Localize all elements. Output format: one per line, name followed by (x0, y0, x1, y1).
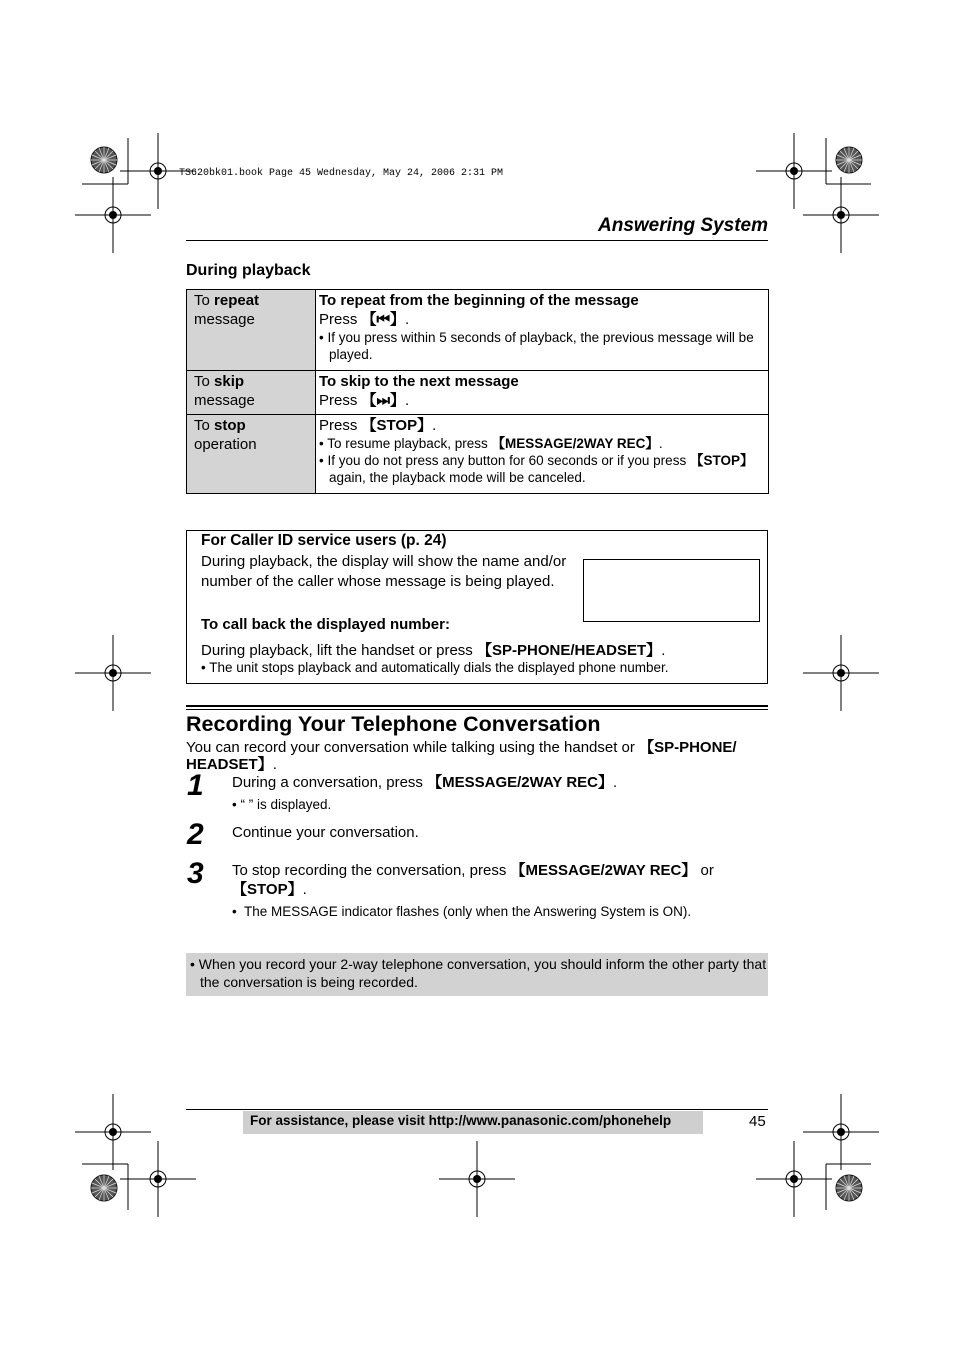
list-item: • “ ” is displayed. (232, 797, 332, 812)
step-text: Continue your conversation. (232, 824, 419, 841)
skip-back-key: 【⏮】 (361, 311, 406, 328)
list-item: • If you press within 5 seconds of playback, the previous message will be played. (319, 330, 754, 362)
step-text: To stop recording the conversation, press 【MESSAGE/2WAY REC】 or 【STOP】. (232, 862, 714, 898)
stop-key: 【STOP】 (689, 453, 754, 468)
playback-operations-table (186, 289, 769, 494)
message-2way-rec-key: 【MESSAGE/2WAY REC】 (491, 436, 659, 451)
row-content: To repeat from the beginning of the message Press 【⏮】. • If you press within 5 seconds of playback, the previous message will be played. (316, 290, 769, 371)
note-text: • When you record your 2-way telephone conversation, you should inform the other party that the conversation is being recorded. (190, 956, 767, 990)
row-title: To skip to the next message (319, 373, 519, 390)
sp-phone-headset-key: 【SP-PHONE/ HEADSET】 (186, 739, 737, 773)
step-number: 1 (187, 769, 204, 802)
skip-forward-key: 【⏭】 (361, 392, 406, 409)
row-label: To stop operation (187, 415, 316, 494)
stop-key: 【STOP】 (361, 417, 433, 434)
table-row (187, 290, 769, 371)
callback-instruction: During playback, lift the handset or press 【SP-PHONE/HEADSET】. (201, 642, 666, 659)
title-rule (186, 709, 768, 710)
caller-id-title: For Caller ID service users (p. 24) (201, 532, 447, 549)
stop-key: 【STOP】 (232, 881, 303, 898)
caller-id-paragraph: During playback, the display will show the name and/or number of the caller whose message is being played. (201, 553, 567, 590)
print-info: TS620bk01.book Page 45 Wednesday, May 24, 2006 2:31 PM (179, 168, 504, 179)
table-row (187, 415, 769, 494)
list-item: • To resume playback, press 【MESSAGE/2WAY REC】. (319, 436, 663, 451)
caller-id-box (186, 530, 768, 684)
title-rule (186, 705, 768, 707)
note-box (186, 953, 768, 996)
row-label: To repeat message (187, 290, 316, 371)
assistance-link[interactable]: For assistance, please visit http://www.panasonic.com/phonehelp (250, 1113, 672, 1128)
list-item: • The unit stops playback and automatically dials the displayed phone number. (201, 660, 669, 675)
action-word: skip (214, 373, 245, 390)
row-content: Press 【STOP】. • To resume playback, press 【MESSAGE/2WAY REC】. • If you do not press any button for 60 seconds or if you press 【STOP】 again, the playback mode will be canceled. (316, 415, 769, 494)
lcd-display-illustration (583, 559, 760, 622)
page-title: Recording Your Telephone Conversation (186, 712, 601, 736)
step-text: During a conversation, press 【MESSAGE/2WAY REC】. (232, 774, 618, 791)
table-row (187, 371, 769, 415)
message-2way-rec-key: 【MESSAGE/2WAY REC】 (427, 774, 613, 791)
list-item: • The MESSAGE indicator flashes (only when the Answering System is ON). (232, 904, 692, 919)
action-word: stop (214, 417, 246, 434)
footer-rule (186, 1109, 768, 1110)
callback-title: To call back the displayed number: (201, 616, 450, 633)
row-content: To skip to the next message Press 【⏭】. (316, 371, 769, 415)
row-label: To skip message (187, 371, 316, 415)
page-number: 45 (749, 1113, 766, 1130)
recording-intro: You can record your conversation while talking using the handset or 【SP-PHONE/ HEADSET】. (186, 739, 737, 773)
playback-heading: During playback (186, 262, 311, 279)
sp-phone-headset-key: 【SP-PHONE/HEADSET】 (476, 642, 662, 659)
header-rule (186, 240, 768, 241)
message-2way-rec-key: 【MESSAGE/2WAY REC】 (510, 862, 697, 879)
row-title: To repeat from the beginning of the message (319, 292, 639, 309)
action-word: repeat (214, 292, 260, 309)
section-title: Answering System (598, 215, 768, 236)
step-number: 2 (187, 818, 204, 851)
list-item: • If you do not press any button for 60 seconds or if you press 【STOP】 again, the playback mode will be canceled. (319, 453, 754, 485)
step-number: 3 (187, 857, 204, 890)
